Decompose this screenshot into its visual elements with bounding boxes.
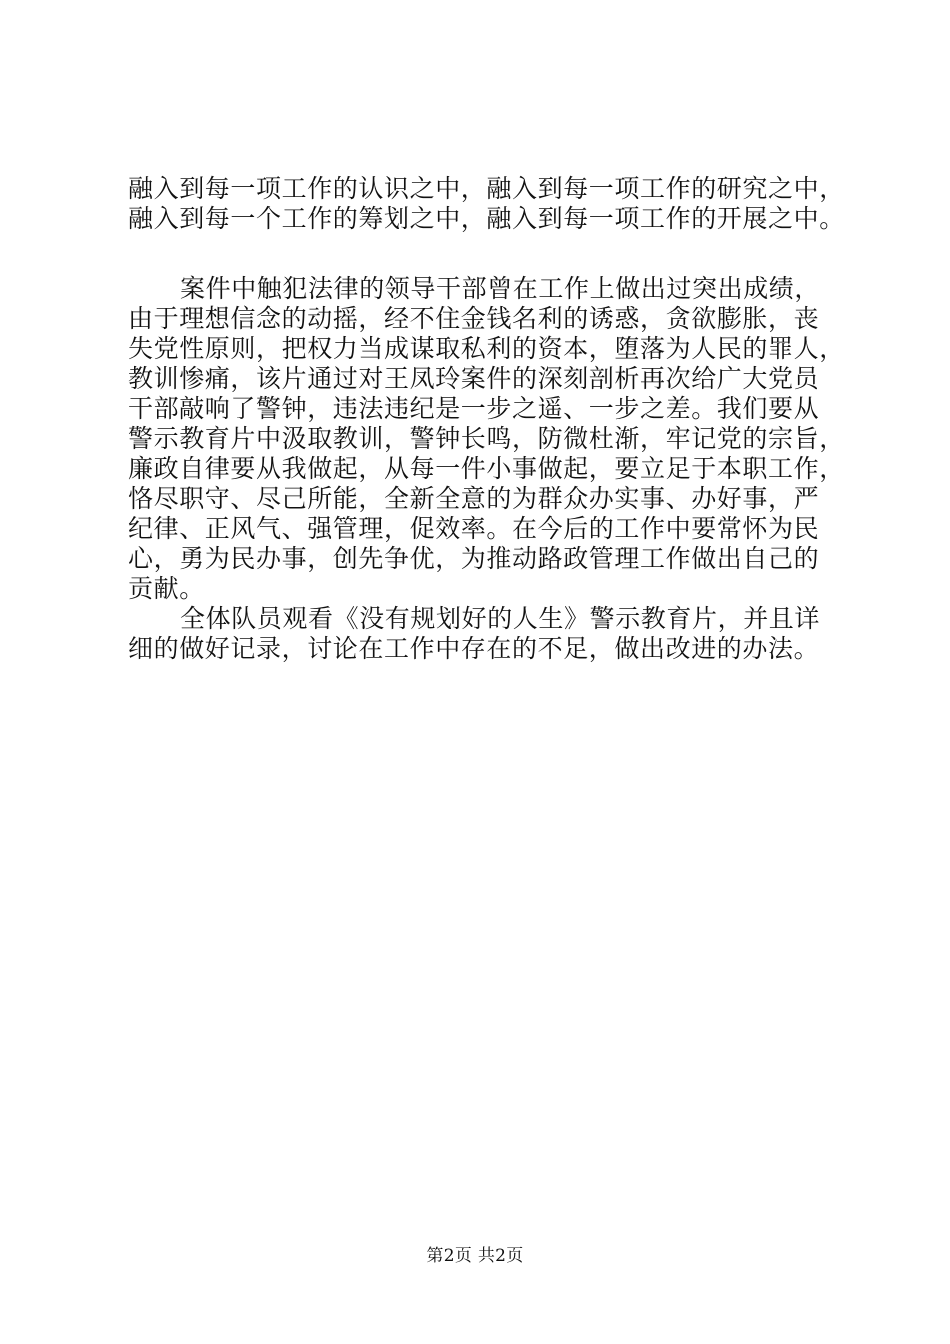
text-line: 融入到每一个工作的筹划之中，融入到每一项工作的开展之中。 — [128, 204, 845, 233]
text-line: 由于理想信念的动摇，经不住金钱名利的诱惑，贪欲膨胀，丧 — [128, 304, 820, 333]
text-line: 廉政自律要从我做起，从每一件小事做起，要立足于本职工作， — [128, 454, 845, 483]
text-line: 融入到每一项工作的认识之中，融入到每一项工作的研究之中， — [128, 174, 845, 203]
text-line: 贡献。 — [128, 574, 205, 603]
text-line: 教训惨痛，该片通过对王凤玲案件的深刻剖析再次给广大党员 — [128, 364, 820, 393]
paragraph-1 — [128, 174, 845, 234]
text-line: 细的做好记录，讨论在工作中存在的不足，做出改进的办法。 — [128, 634, 820, 663]
text-line: 干部敲响了警钟，违法违纪是一步之遥、一步之差。我们要从 — [128, 394, 820, 423]
paragraph-spacer — [128, 234, 840, 274]
text-line: 心，勇为民办事，创先争优，为推动路政管理工作做出自己的 — [128, 544, 820, 573]
text-line: 警示教育片中汲取教训，警钟长鸣，防微杜渐，牢记党的宗旨， — [128, 424, 845, 453]
document-body — [128, 174, 845, 664]
paragraph-2 — [128, 274, 845, 604]
text-line: 案件中触犯法律的领导干部曾在工作上做出过突出成绩， — [180, 274, 821, 303]
paragraph-3 — [128, 604, 840, 664]
text-line: 纪律、正风气、强管理，促效率。在今后的工作中要常怀为民 — [128, 514, 820, 543]
text-line: 恪尽职守、尽己所能，全新全意的为群众办实事、办好事，严 — [128, 484, 820, 513]
text-line: 失党性原则，把权力当成谋取私利的资本，堕落为人民的罪人， — [128, 334, 845, 363]
page-number-footer: 第2页 共2页 — [426, 1246, 524, 1266]
text-line: 全体队员观看《没有规划好的人生》警示教育片，并且详 — [180, 604, 821, 633]
